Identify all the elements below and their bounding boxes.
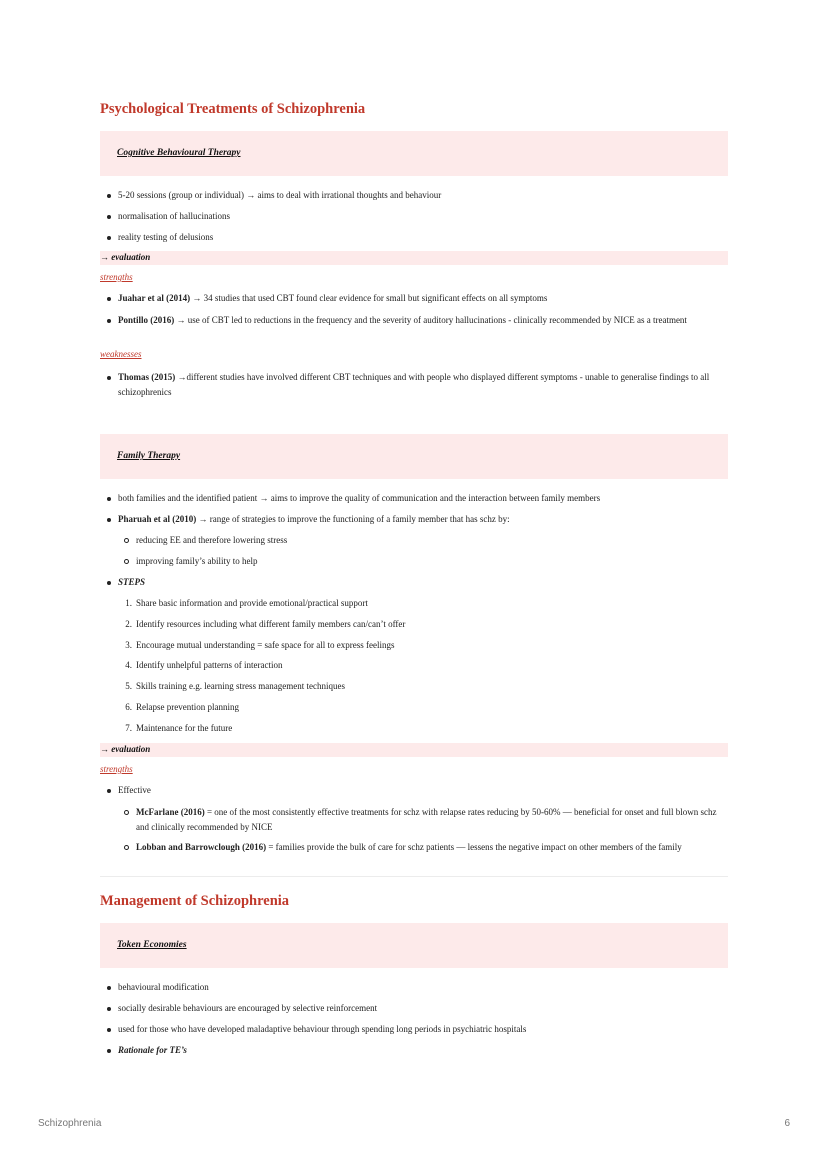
bullet-icon: [107, 518, 111, 522]
strengths-label: strengths: [100, 764, 133, 774]
callout-family-label: Family Therapy: [117, 451, 181, 461]
bullet-icon: [107, 789, 111, 793]
page-number: 6: [784, 1118, 790, 1129]
bullet-icon: [107, 376, 111, 380]
section-title-management: Management of Schizophrenia: [100, 893, 290, 909]
bullet-icon: [107, 1049, 111, 1053]
callout-cbt-label: Cognitive Behavioural Therapy: [117, 148, 241, 158]
circle-bullet-icon: [124, 810, 129, 815]
callout-token-economies: [100, 923, 728, 968]
circle-bullet-icon: [124, 845, 129, 850]
callout-family-therapy: [100, 434, 728, 479]
bullet-icon: [107, 297, 111, 301]
bullet-icon: [107, 986, 111, 990]
section-title-psychological: Psychological Treatments of Schizophrenia: [100, 101, 366, 117]
bullet-icon: [107, 1028, 111, 1032]
evaluation-heading: → evaluation: [100, 743, 728, 757]
strengths-label: strengths: [100, 272, 133, 282]
bullet-icon: [107, 497, 111, 501]
callout-token-label: Token Economies: [117, 940, 187, 950]
footer-title: Schizophrenia: [38, 1118, 102, 1129]
circle-bullet-icon: [124, 559, 129, 564]
divider: [100, 876, 728, 877]
callout-cbt: [100, 131, 728, 176]
circle-bullet-icon: [124, 538, 129, 543]
bullet-icon: [107, 581, 111, 585]
evaluation-heading: → evaluation: [100, 251, 728, 265]
bullet-icon: [107, 1007, 111, 1011]
bullet-icon: [107, 215, 111, 219]
bullet-icon: [107, 236, 111, 240]
weaknesses-label: weaknesses: [100, 349, 142, 359]
bullet-icon: [107, 194, 111, 198]
bullet-icon: [107, 319, 111, 323]
